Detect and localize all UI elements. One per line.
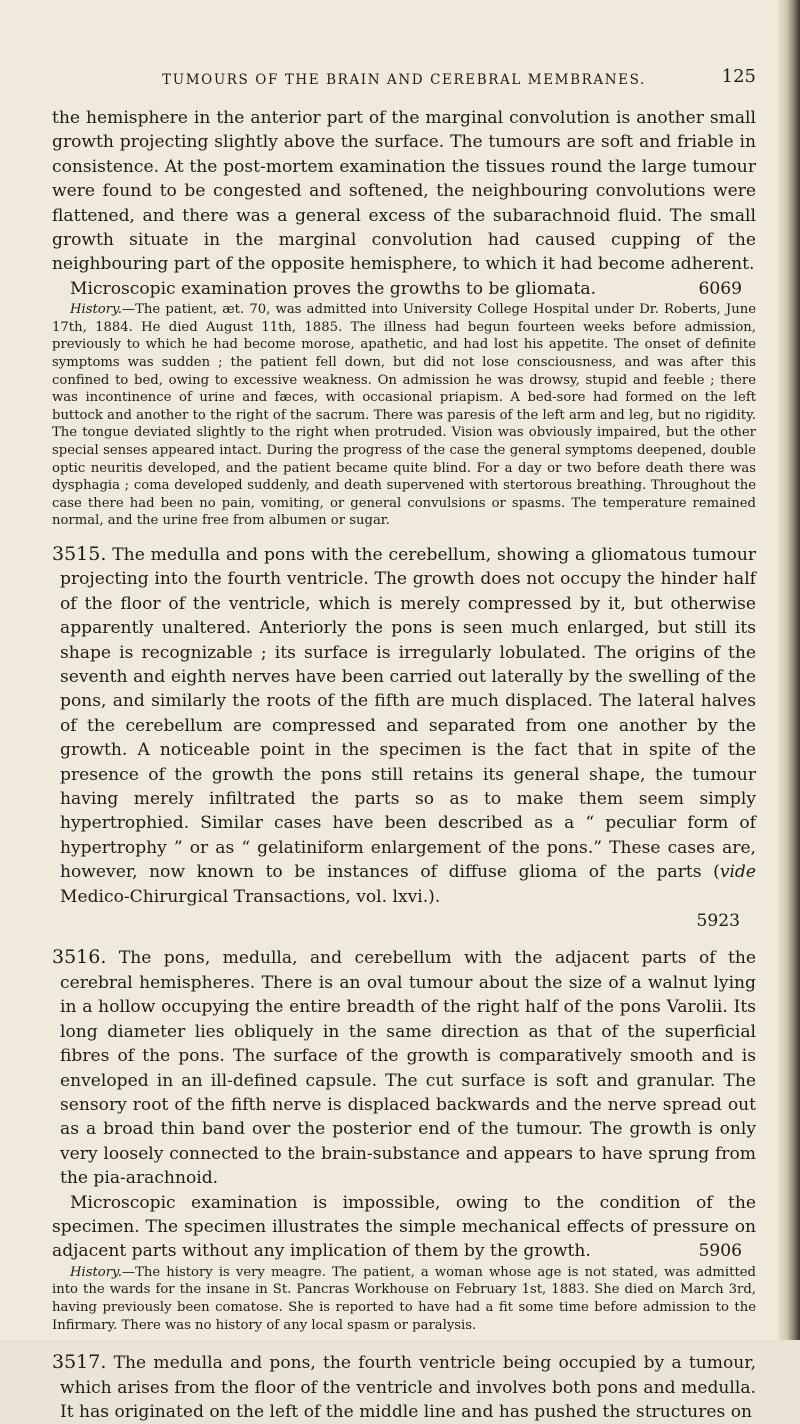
specimen-reference: 6069: [698, 278, 742, 299]
entry-text: The medulla and pons, the fourth ventricle being occupied by a tumour, which arises from the floor of the ventricle and involves both pons and medulla. It has originated on the left of the middle line and has pushed the structures on: [60, 1353, 757, 1422]
vide-word: vide: [719, 862, 756, 883]
microscopy-text: Microscopic examination proves the growths to be gliomata.: [70, 278, 597, 299]
entry-3516: [52, 945, 756, 1190]
page-number: 125: [721, 66, 756, 87]
entry-text: The pons, medulla, and cerebellum with the adjacent parts of the cerebral hemispheres. There is an oval tumour about the size of a walnut lying in a hollow occupying the entire breadth of the right half of the pons Varolii. Its long diameter lies obliquely in the same direction as that of the superficial fibres of the pons. The surface of the growth is comparatively smooth and is enveloped in an ill-defined capsule. The cut surface is soft and granular. The sensory root of the fifth nerve is displaced backwards and the nerve spread out as a broad thin band over the posterior end of the tumour. The growth is only very loosely connected to the brain-substance and appears to have sprung from the pia-arachnoid.: [60, 948, 756, 1189]
history-text: —The history is very meagre. The patient, a woman whose age is not stated, was admitted into the wards for the insane in St. Pancras Workhouse on February 1st, 1883. She died on March 3rd, having previously been comatose. She is reported to have had a fit some time before admission to the Infirmary. There was no history of any local spasm or paralysis.: [52, 1264, 756, 1333]
history-note: [52, 1264, 756, 1334]
page-edge-shadow: [778, 0, 800, 1340]
entry-3515: [52, 542, 756, 909]
entry-text-2: Microscopic examination is impossible, owing to the condition of the specimen. The specimen illustrates the simple mechanical effects of pressure on adjacent parts without any implication of them by the growth.: [52, 1192, 756, 1262]
running-head: TUMOURS OF THE BRAIN AND CEREBRAL MEMBRANES.: [162, 72, 646, 88]
continued-paragraph: the hemisphere in the anterior part of the marginal convolution is another small growth projecting slightly above the surface. The tumours are soft and friable in consistence. At the post-mortem examination the tissues round the large tumour were found to be congested and softened, the neighbouring convolutions were flattened, and there was a general excess of the subarachnoid fluid. The small growth situate in the marginal convolution had caused cupping of the neighbouring part of the opposite hemisphere, to which it had become adherent.: [52, 108, 756, 275]
history-label: History.: [70, 302, 122, 318]
entry-number: 3515.: [52, 542, 107, 565]
history-note: [52, 301, 756, 530]
microscopy-line: [52, 277, 756, 301]
entry-text: The medulla and pons with the cerebellum, showing a gliomatous tumour projecting into the fourth ventricle. The growth does not occupy the hinder half of the floor of the ventricle, which is merely compressed by it, but otherwise apparently unaltered. Anteriorly the pons is seen much enlarged, but still its shape is recognizable ; its surface is irregularly lobulated. The origins of the seventh and eighth nerves have been carried out laterally by the swelling of the pons, and similarly the roots of the fifth are much displaced. The lateral halves of the cerebellum are compressed and separated from one another by the growth. A noticeable point in the specimen is the fact that in spite of the presence of the growth the pons still retains its general shape, the tumour having merely infiltrated the parts so as to make them seem simply hypertrophied. Similar cases have been described as a “ peculiar form of hypertrophy ” or as “ gelatiniform enlargement of the pons.” These cases are, however, now known to be instances of diffuse glioma of the parts (: [60, 544, 756, 883]
entry-number: 3516.: [52, 946, 107, 969]
specimen-reference: 5906: [698, 1241, 742, 1262]
history-text: —The patient, æt. 70, was admitted into University College Hospital under Dr. Roberts, June 17th, 1884. He died August 11th, 1885. The illness had begun fourteen weeks before admission, previously to which he had become morose, apathetic, and had lost his appetite. The onset of definite symptoms was sudden ; the patient fell down, but did not lose consciousness, and was after this confined to bed, owing to excessive weakness. On admission he was drowsy, stupid and feeble ; there was incontinence of urine and fæces, with occasional priapism. A bed-sore had formed on the left buttock and another to the right of the sacrum. There was paresis of the left arm and leg, but no rigidity. The tongue deviated slightly to the right when protruded. Vision was obviously impaired, but the other special senses appeared intact. During the progress of the case the general symptoms deepened, double optic neuritis developed, and the patient became quite blind. For a day or two before death there was dysphagia ; coma developed suddenly, and death supervened with stertorous breathing. Throughout the case there had been no pain, vomiting, or general convulsions or spasms. The temperature remained normal, and the urine free from albumen or sugar.: [52, 302, 756, 529]
entry-number: 3517.: [52, 1351, 107, 1374]
entry-3517: [52, 1350, 756, 1424]
page-header: [52, 0, 756, 106]
specimen-reference: 5923: [696, 911, 740, 932]
history-label: History.: [70, 1264, 122, 1280]
entry-text-end: Medico-Chirurgical Transactions, vol. lxvi.).: [60, 886, 441, 907]
entry-3516-paragraph-2: [52, 1191, 756, 1264]
